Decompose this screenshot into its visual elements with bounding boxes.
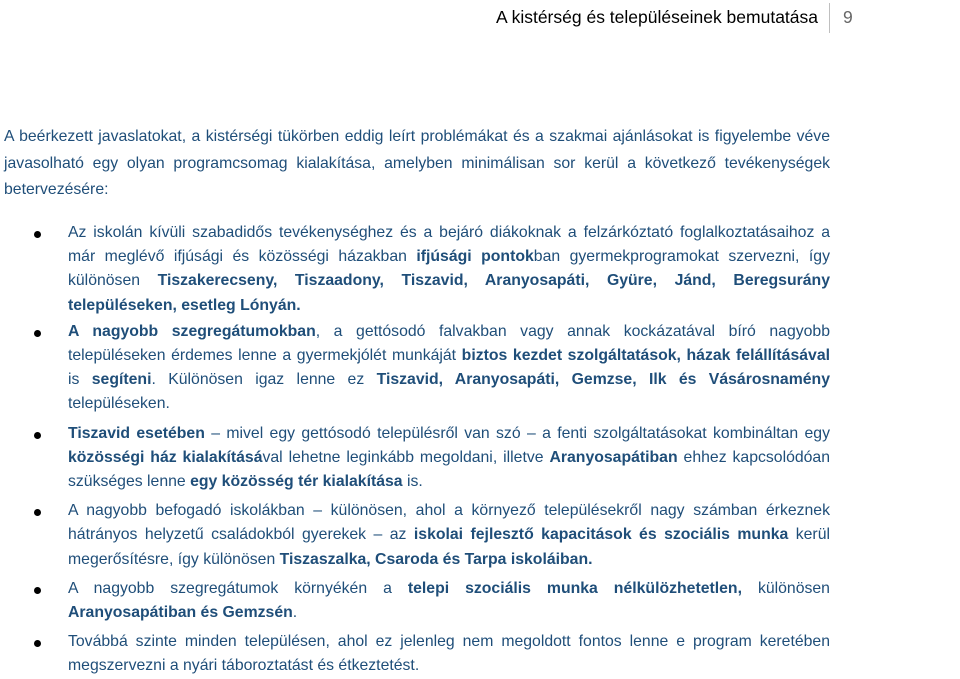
item-bold-text: egy közösség tér kialakítása bbox=[190, 473, 403, 491]
item-bold-text: Aranyosapátiban bbox=[549, 448, 678, 466]
item-text: ehhez kapcsolódóan szükséges lenne bbox=[68, 448, 831, 491]
bullet-icon bbox=[34, 330, 41, 337]
bullet-icon bbox=[34, 432, 41, 439]
header-title: A kistérség és településeinek bemutatása bbox=[496, 7, 818, 27]
list-item bbox=[0, 499, 830, 572]
item-text: Az iskolán kívüli szabadidős tevékenységhez és a bejáró diákoknak a felzárkóztató foglalkoztatásaihoz a már meglévő ifjúsági és közösségi házakban bbox=[68, 224, 830, 266]
item-text: ban gyermekprogramokat szervezni, így különösen bbox=[68, 248, 830, 290]
intro-paragraph: A beérkezett javaslatokat, a kistérségi tükörben eddig leírt problémákat és a szakmai ajánlásokat is figyelembe véve javasolható egy olyan programcsomag kialakítása, amelyben minimálisan sor kerül a következő tevékenységek betervezésére: bbox=[4, 128, 830, 198]
item-bold-text: Tiszaszalka, Csaroda és Tarpa iskoláiban. bbox=[279, 550, 593, 568]
list-item bbox=[0, 221, 830, 318]
item-bold-text: telepi szociális munka nélkülözhetetlen, bbox=[407, 579, 742, 597]
item-text: különösen bbox=[741, 579, 830, 597]
item-bold-text: Tiszavid, Aranyosapáti, Gemzse, Ilk és Vásárosnamény bbox=[376, 371, 830, 389]
page-number: 9 bbox=[843, 7, 853, 27]
list-item bbox=[0, 577, 830, 625]
item-bold-text: iskolai fejlesztő kapacitások és szociális munka bbox=[413, 526, 789, 544]
bullet-icon bbox=[34, 231, 41, 238]
page-header bbox=[0, 0, 960, 36]
list-item bbox=[0, 320, 830, 417]
item-bold-text: Tiszakerecseny, Tiszaadony, Tiszavid, Aranyosapáti, Gyüre, Jánd, Beregsurány településeken, esetleg Lónyán. bbox=[68, 272, 830, 314]
item-text: településeken. bbox=[68, 395, 170, 413]
item-text: val lehetne leginkább megoldani, illetve bbox=[262, 448, 550, 466]
proposal-list bbox=[0, 221, 960, 679]
item-text: is. bbox=[402, 473, 423, 491]
item-bold-text: A nagyobb szegregátumokban bbox=[68, 322, 316, 340]
item-text: – mivel egy gettósodó településről van szó – a fenti szolgáltatásokat kombináltan egy bbox=[204, 424, 830, 442]
header-divider bbox=[829, 3, 830, 33]
item-text: , a gettósodó falvakban vagy annak kockázatával bíró nagyobb településeken érdemes lenne a gyermekjólét munkáját bbox=[68, 322, 830, 365]
item-bold-text: segíteni bbox=[91, 371, 152, 389]
item-text: . Különösen igaz lenne ez bbox=[151, 371, 377, 389]
item-text: is bbox=[68, 371, 92, 389]
bullet-icon bbox=[34, 640, 41, 647]
item-bold-text: ifjúsági pontok bbox=[416, 248, 534, 266]
bullet-icon bbox=[34, 587, 41, 594]
item-bold-text: biztos kezdet szolgáltatások, házak felállításával bbox=[461, 347, 831, 365]
list-item bbox=[0, 422, 830, 495]
bullet-icon bbox=[34, 509, 41, 516]
item-bold-text: Tiszavid esetében bbox=[68, 424, 205, 442]
item-bold-text: közösségi ház kialakításá bbox=[68, 448, 263, 466]
item-text: . bbox=[292, 604, 298, 622]
item-text: kerül megerősítésre, így különösen bbox=[68, 526, 830, 568]
item-bold-text: Aranyosapátiban és Gemzsén bbox=[68, 604, 293, 622]
list-item bbox=[0, 630, 830, 678]
item-text: Továbbá szinte minden településen, ahol ez jelenleg nem megoldott fontos lenne e program keretében megszervezni a nyári táboroztatást és étkeztetést. bbox=[68, 633, 830, 675]
item-text: A nagyobb szegregátumok környékén a bbox=[68, 579, 408, 597]
item-text: A nagyobb befogadó iskolákban – különösen, ahol a környező településekről nagy számban érkeznek hátrányos helyzetű családokból gyerekek – az bbox=[68, 502, 830, 544]
